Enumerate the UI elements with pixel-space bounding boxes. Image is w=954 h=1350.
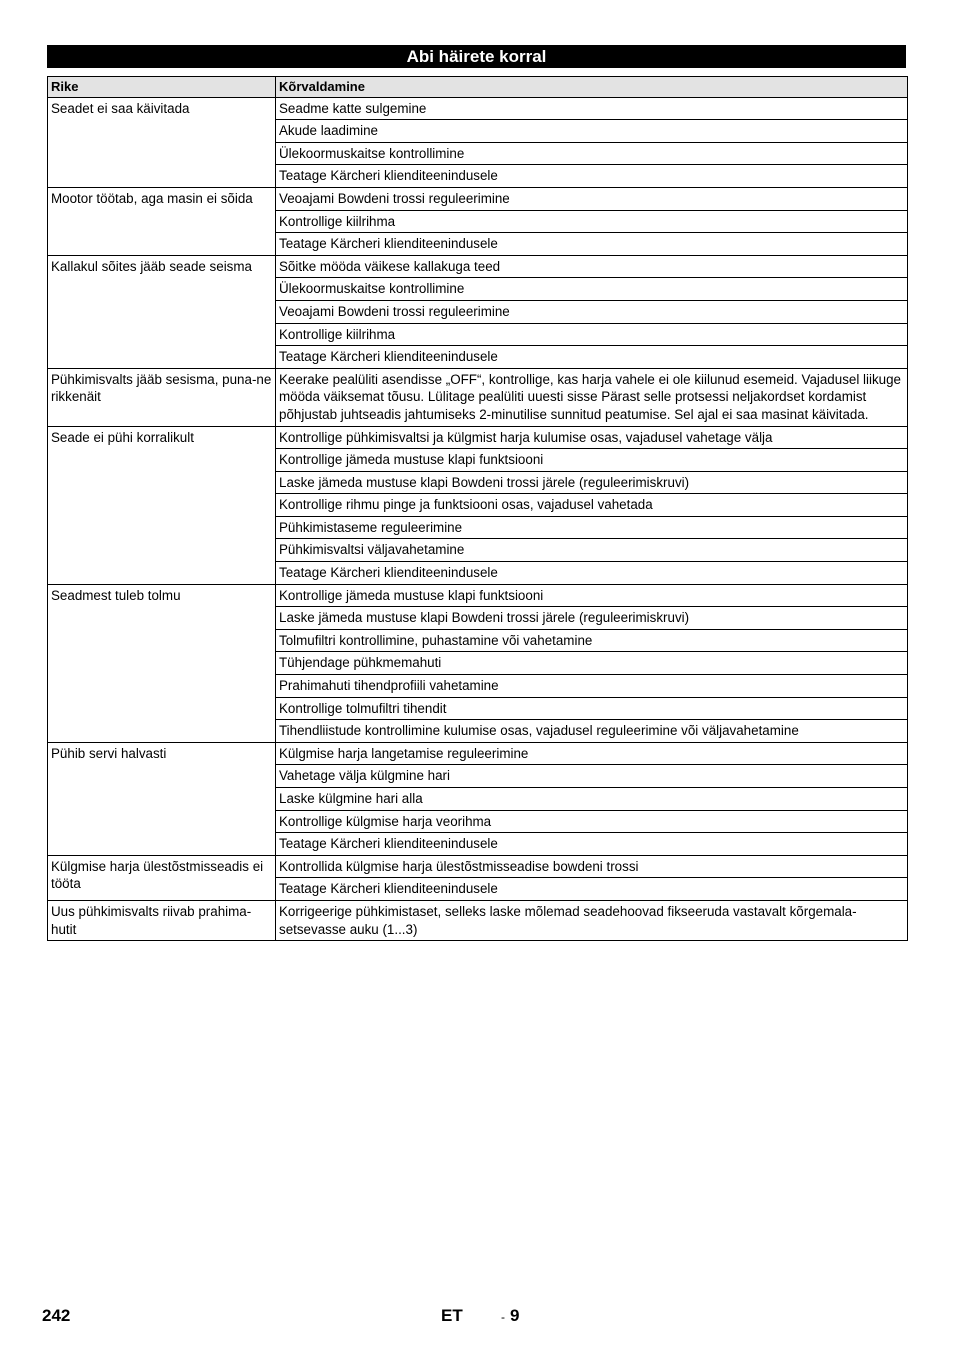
footer-dash: - <box>501 1310 505 1324</box>
remedy-cell: Keerake pealüliti asendisse „OFF“, kontrollige, kas harja vahele ei ole kiilunud esemeid. Vajadusel liikuge mööda väiksemat tõusu. Lülitage pealüliti uuesti sisse Pärast selle protsessi neljakordset kordamist põhjustab juhtseadis jahtumiseks 2-minutilise sunnitud peatumise. Sel ajal ei saa masinat käivitada. <box>276 368 908 426</box>
fault-cell: Pühib servi halvasti <box>48 742 276 855</box>
remedy-cell: Seadme katte sulgemine <box>276 97 908 120</box>
table-row <box>48 255 908 278</box>
remedy-cell: Teatage Kärcheri klienditeenindusele <box>276 346 908 369</box>
remedy-cell: Teatage Kärcheri klienditeenindusele <box>276 833 908 856</box>
remedy-cell: Kontrollige külgmise harja veorihma <box>276 810 908 833</box>
fault-cell: Seade ei pühi korralikult <box>48 426 276 584</box>
remedy-cell: Veoajami Bowdeni trossi reguleerimine <box>276 187 908 210</box>
fault-cell: Külgmise harja ülestõstmisseadis ei tööta <box>48 855 276 900</box>
remedy-cell: Kontrollige jämeda mustuse klapi funktsiooni <box>276 449 908 472</box>
section-title: Abi häirete korral <box>47 45 906 68</box>
remedy-cell: Tihendliistude kontrollimine kulumise osas, vajadusel reguleerimine või väljavahetamine <box>276 720 908 743</box>
table-row <box>48 368 908 426</box>
section-number: 9 <box>510 1306 520 1325</box>
fault-cell: Mootor töötab, aga masin ei sõida <box>48 187 276 255</box>
remedy-cell: Pühkimistaseme reguleerimine <box>276 516 908 539</box>
remedy-cell: Korrigeerige pühkimistaset, selleks laske mõlemad seadehoovad fikseeruda vastavalt kõrgemala-setsevasse auku (1...3) <box>276 900 908 940</box>
language-code: ET <box>441 1306 463 1325</box>
remedy-cell: Vahetage välja külgmine hari <box>276 765 908 788</box>
remedy-cell: Kontrollida külgmise harja ülestõstmisseadise bowdeni trossi <box>276 855 908 878</box>
table-row <box>48 742 908 765</box>
table-header-row <box>48 77 908 98</box>
troubleshooting-table <box>47 76 908 941</box>
remedy-cell: Teatage Kärcheri klienditeenindusele <box>276 562 908 585</box>
table-row <box>48 187 908 210</box>
table-row <box>48 426 908 449</box>
remedy-cell: Sõitke mööda väikese kallakuga teed <box>276 255 908 278</box>
remedy-cell: Kontrollige jämeda mustuse klapi funktsiooni <box>276 584 908 607</box>
page-number: 242 <box>42 1306 71 1325</box>
remedy-cell: Pühkimisvaltsi väljavahetamine <box>276 539 908 562</box>
remedy-cell: Ülekoormuskaitse kontrollimine <box>276 278 908 301</box>
remedy-cell: Laske jämeda mustuse klapi Bowdeni trossi järele (reguleerimiskruvi) <box>276 471 908 494</box>
fault-cell: Seadet ei saa käivitada <box>48 97 276 187</box>
remedy-cell: Laske jämeda mustuse klapi Bowdeni trossi järele (reguleerimiskruvi) <box>276 607 908 630</box>
fault-cell: Uus pühkimisvalts riivab prahima-hutit <box>48 900 276 940</box>
remedy-cell: Tühjendage pühkmemahuti <box>276 652 908 675</box>
header-remedy: Kõrvaldamine <box>276 77 908 98</box>
remedy-cell: Prahimahuti tihendprofiili vahetamine <box>276 675 908 698</box>
table-row <box>48 584 908 607</box>
remedy-cell: Kontrollige kiilrihma <box>276 323 908 346</box>
fault-cell: Kallakul sõites jääb seade seisma <box>48 255 276 368</box>
table-row <box>48 97 908 120</box>
remedy-cell: Tolmufiltri kontrollimine, puhastamine või vahetamine <box>276 629 908 652</box>
remedy-cell: Kontrollige kiilrihma <box>276 210 908 233</box>
remedy-cell: Veoajami Bowdeni trossi reguleerimine <box>276 300 908 323</box>
remedy-cell: Teatage Kärcheri klienditeenindusele <box>276 165 908 188</box>
remedy-cell: Laske külgmine hari alla <box>276 788 908 811</box>
header-fault: Rike <box>48 77 276 98</box>
remedy-cell: Kontrollige tolmufiltri tihendit <box>276 697 908 720</box>
remedy-cell: Teatage Kärcheri klienditeenindusele <box>276 233 908 256</box>
fault-cell: Seadmest tuleb tolmu <box>48 584 276 742</box>
remedy-cell: Kontrollige rihmu pinge ja funktsiooni osas, vajadusel vahetada <box>276 494 908 517</box>
table-body <box>48 97 908 941</box>
remedy-cell: Kontrollige pühkimisvaltsi ja külgmist harja kulumise osas, vajadusel vahetage välja <box>276 426 908 449</box>
fault-cell: Pühkimisvalts jääb sesisma, puna-ne rikkenäit <box>48 368 276 426</box>
remedy-cell: Külgmise harja langetamise reguleerimine <box>276 742 908 765</box>
table-row <box>48 855 908 878</box>
remedy-cell: Ülekoormuskaitse kontrollimine <box>276 142 908 165</box>
remedy-cell: Akude laadimine <box>276 120 908 143</box>
table-row <box>48 900 908 940</box>
remedy-cell: Teatage Kärcheri klienditeenindusele <box>276 878 908 901</box>
